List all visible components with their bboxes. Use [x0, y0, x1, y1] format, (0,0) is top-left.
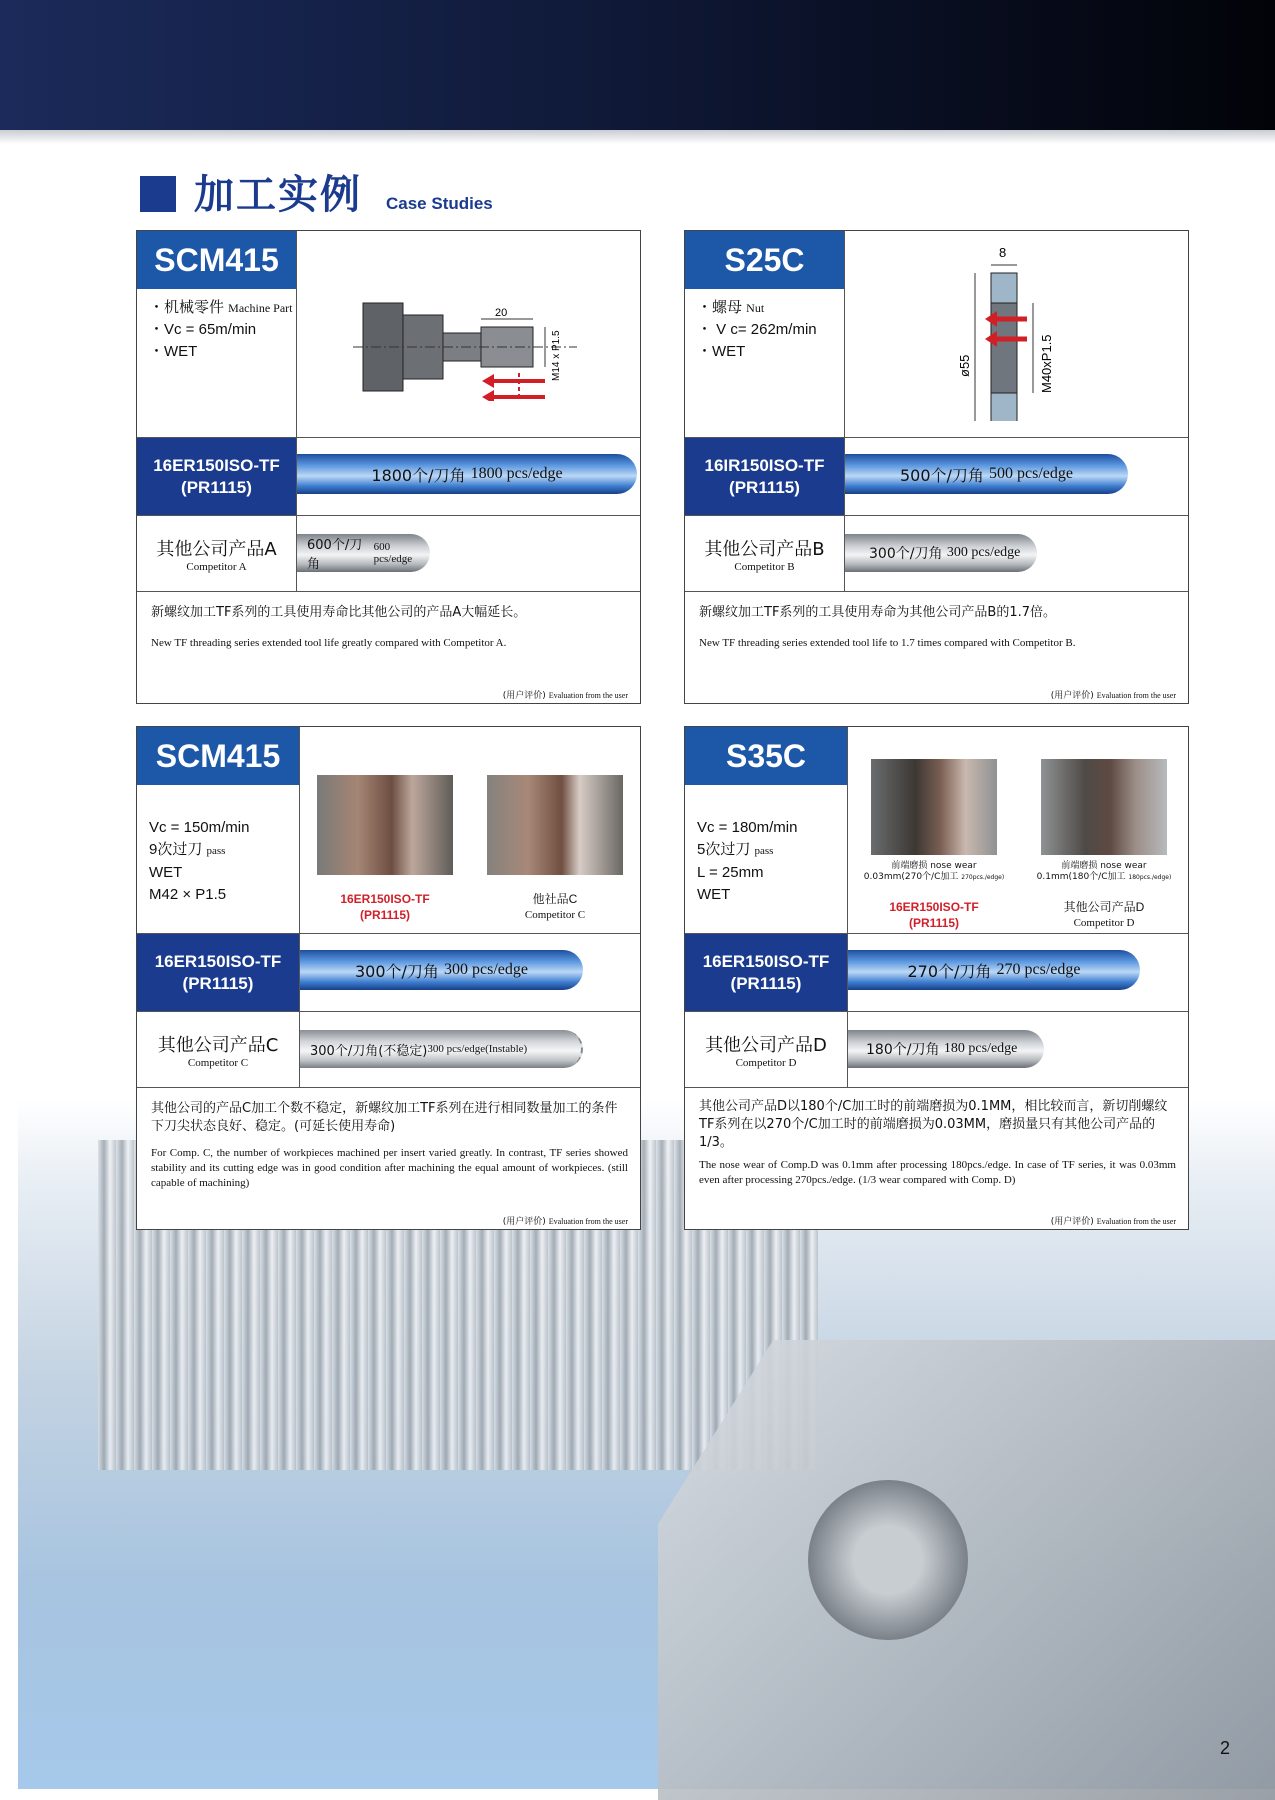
dim-length: 20: [495, 307, 508, 319]
product-life-bar: 270个/刀角 270 pcs/edge: [848, 950, 1140, 990]
conditions: ・螺母 Nut ・ V c= 262m/min ・WET: [697, 299, 817, 360]
wear-caption-competitor-d: 前端磨损 nose wear 0.1mm(180个/C加工 180pcs./edge): [1036, 861, 1172, 882]
description-cn: 其他公司的产品C加工个数不稳定，新螺纹加工TF系列在进行相同数量加工的条件下刀尖状态良好、稳定。(可延长使用寿命): [151, 1101, 618, 1134]
material-label: SCM415: [137, 727, 299, 785]
competitor-name: 其他公司产品D Competitor D: [705, 1034, 827, 1069]
product-name: 16ER150ISO-TF (PR1115): [137, 934, 299, 1011]
competitor-name: 其他公司产品C Competitor C: [157, 1034, 279, 1069]
insert-photo-competitor-d: [1041, 759, 1167, 855]
product-life-bar: 1800个/刀角 1800 pcs/edge: [297, 454, 637, 494]
photo-caption-competitor-d: 其他公司产品D Competitor D: [1063, 900, 1145, 929]
evaluation-note: (用户评价) Evaluation from the user: [1050, 1217, 1176, 1227]
product-life-bar: 500个/刀角 500 pcs/edge: [845, 454, 1128, 494]
nut-drawing: [955, 241, 1095, 421]
wear-caption-tf: 前端磨损 nose wear 0.03mm(270个/C加工 270pcs./edge): [863, 861, 1005, 882]
description-en: New TF threading series extended tool life to 1.7 times compared with Competitor B.: [699, 637, 1076, 649]
header-band: [0, 0, 1275, 130]
title-cn: 加工实例: [194, 172, 362, 218]
insert-photo-tf: [317, 775, 453, 875]
description-cn: 其他公司产品D以180个/C加工时的前端磨损为0.1MM，相比较而言，新切削螺纹TF系列在以270个/C加工时的前端磨损为0.03MM，磨损量只有其他公司产品的1/3。: [699, 1099, 1168, 1150]
description-cn: 新螺纹加工TF系列的工具使用寿命比其他公司的产品A大幅延长。: [151, 605, 527, 620]
machine-part-drawing: [337, 261, 637, 401]
product-name: 16IR150ISO-TF (PR1115): [685, 438, 844, 515]
product-life-bar: 300个/刀角 300 pcs/edge: [300, 950, 583, 990]
page-number: 2: [1220, 1738, 1231, 1758]
case-card-3: [136, 726, 641, 1230]
competitor-life-bar: 300个/刀角 300 pcs/edge: [845, 534, 1037, 572]
insert-photo-tf: [871, 759, 997, 855]
header-shadow: [0, 130, 1275, 144]
conditions: Vc = 180m/min 5次过刀 pass L = 25mm WET: [697, 819, 798, 903]
evaluation-note: (用户评价) Evaluation from the user: [502, 1217, 628, 1227]
case-card-4: [684, 726, 1189, 1230]
conditions: Vc = 150m/min 9次过刀 pass WET M42 × P1.5: [149, 819, 250, 903]
competitor-life-bar: 180个/刀角 180 pcs/edge: [848, 1030, 1044, 1068]
case-card-1: [136, 230, 641, 704]
case-card-2: [684, 230, 1189, 704]
material-label: SCM415: [137, 231, 296, 289]
dim-diameter: ø55: [957, 354, 972, 377]
photo-caption-tf: 16ER150ISO-TF (PR1115): [889, 900, 979, 930]
dim-width: 8: [999, 245, 1007, 260]
description-en: New TF threading series extended tool life greatly compared with Competitor A.: [151, 637, 507, 649]
clamp-screw-image: [808, 1480, 968, 1640]
material-label: S25C: [685, 231, 844, 289]
conditions: ・机械零件 Machine Part ・Vc = 65m/min ・WET: [149, 299, 293, 360]
competitor-life-bar: 600个/刀角 600 pcs/edge: [297, 534, 430, 572]
photo-caption-competitor-c: 他社品C Competitor C: [524, 892, 586, 921]
description-en: For Comp. C, the number of workpieces machined per insert varied greatly. In contrast, TF series showed stability and its cutting edge was in good condition after machining the equal amount of workpieces. (still capable of machining): [151, 1147, 628, 1189]
dim-thread: M40xP1.5: [1039, 334, 1054, 393]
section-title: [140, 170, 493, 220]
evaluation-note: (用户评价) Evaluation from the user: [502, 691, 628, 701]
competitor-name: 其他公司产品A Competitor A: [156, 538, 277, 573]
material-label: S35C: [685, 727, 847, 785]
title-en: Case Studies: [386, 194, 493, 213]
evaluation-note: (用户评价) Evaluation from the user: [1050, 691, 1176, 701]
competitor-name: 其他公司产品B Competitor B: [704, 538, 825, 573]
competitor-life-bar: 300个/刀角(不稳定) 300 pcs/edge(Instable): [300, 1030, 583, 1068]
product-name: 16ER150ISO-TF (PR1115): [137, 438, 296, 515]
description-en: The nose wear of Comp.D was 0.1mm after processing 180pcs./edge. In case of TF series, it was 0.03mm even after processing 270pcs./edge. (1/3 wear compared with Comp. D): [699, 1159, 1176, 1186]
dim-thread: M14 x P1.5: [551, 330, 562, 381]
photo-caption-tf: 16ER150ISO-TF (PR1115): [340, 892, 430, 922]
title-square-icon: [140, 176, 176, 212]
insert-photo-competitor-c: [487, 775, 623, 875]
description-cn: 新螺纹加工TF系列的工具使用寿命为其他公司产品B的1.7倍。: [699, 605, 1057, 620]
product-name: 16ER150ISO-TF (PR1115): [685, 934, 847, 1011]
